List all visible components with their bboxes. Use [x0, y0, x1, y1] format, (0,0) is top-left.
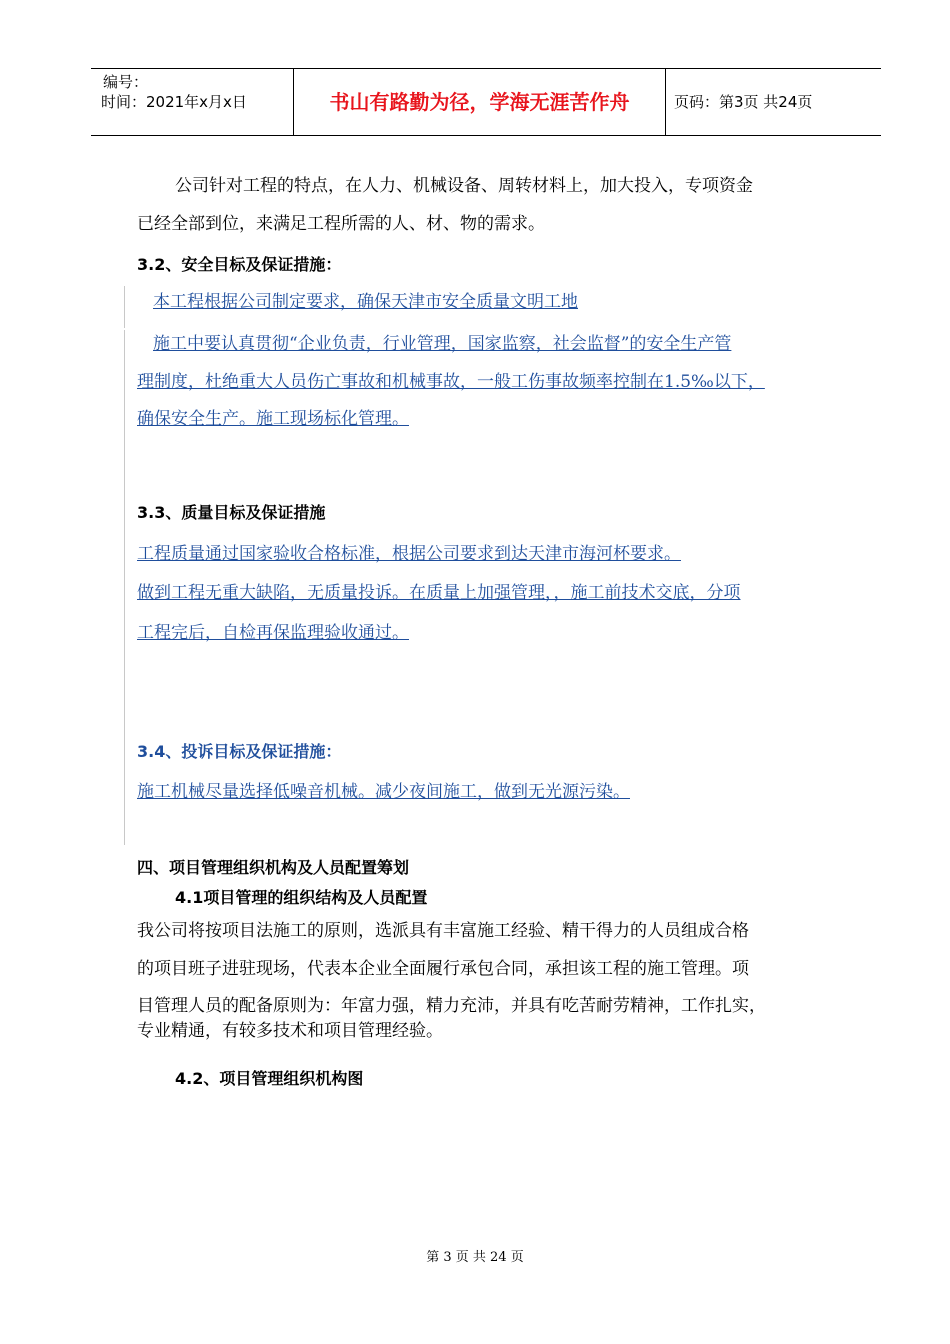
org-paragraph-line: 的项目班子进驻现场，代表本企业全面履行承包合同，承担该工程的施工管理。项 [137, 959, 749, 979]
header-motto: 书山有路勤为径，学海无涯苦作舟 [294, 69, 666, 135]
complaint-line: 施工机械尽量选择低噪音机械。减少夜间施工，做到无光源污染。 [137, 782, 630, 802]
header-meta [91, 69, 294, 135]
org-paragraph-line: 专业精通，有较多技术和项目管理经验。 [137, 1021, 443, 1041]
quality-line: 做到工程无重大缺陷，无质量投诉。在质量上加强管理，，施工前技术交底，分项 [137, 583, 741, 603]
number-label: 编号： [103, 73, 149, 91]
safety-line: 施工中要认真贯彻“企业负责，行业管理，国家监察，社会监督”的安全生产管 [153, 334, 732, 354]
safety-line: 确保安全生产。施工现场标化管理。 [137, 409, 409, 429]
section-heading-3-2: 3.2、安全目标及保证措施： [137, 255, 342, 274]
quality-line: 工程完后，自检再保监理验收通过。 [137, 623, 409, 643]
section-heading-3-3: 3.3、质量目标及保证措施 [137, 503, 326, 522]
section-heading-4-2: 4.2、项目管理组织机构图 [175, 1069, 364, 1088]
quality-line: 工程质量通过国家验收合格标准，根据公司要求到达天津市海河杯要求。 [137, 544, 681, 564]
revision-bar [124, 330, 125, 845]
date-label: 时间：2021年x月x日 [101, 93, 247, 111]
org-paragraph-line: 目管理人员的配备原则为：年富力强，精力充沛，并具有吃苦耐劳精神，工作扎实， [137, 996, 766, 1016]
section-heading-3-4: 3.4、投诉目标及保证措施： [137, 742, 342, 761]
header-page-label: 页码：第3页 共24页 [674, 93, 813, 111]
safety-line: 理制度，杜绝重大人员伤亡事故和机械事故，一般工伤事故频率控制在1.5‰以下， [137, 372, 765, 392]
intro-paragraph-line: 公司针对工程的特点，在人力、机械设备、周转材料上，加大投入，专项资金 [175, 176, 753, 196]
page-footer: 第 3 页 共 24 页 [426, 1250, 524, 1265]
intro-paragraph-line: 已经全部到位，来满足工程所需的人、材、物的需求。 [137, 214, 545, 234]
section-heading-4-1: 4.1项目管理的组织结构及人员配置 [175, 888, 428, 907]
safety-line: 本工程根据公司制定要求，确保天津市安全质量文明工地 [153, 292, 578, 312]
section-heading-4: 四、项目管理组织机构及人员配置筹划 [137, 858, 410, 877]
org-paragraph-line: 我公司将按项目法施工的原则，选派具有丰富施工经验、精干得力的人员组成合格 [137, 921, 749, 941]
revision-bar [124, 286, 125, 328]
page-header [91, 68, 881, 136]
